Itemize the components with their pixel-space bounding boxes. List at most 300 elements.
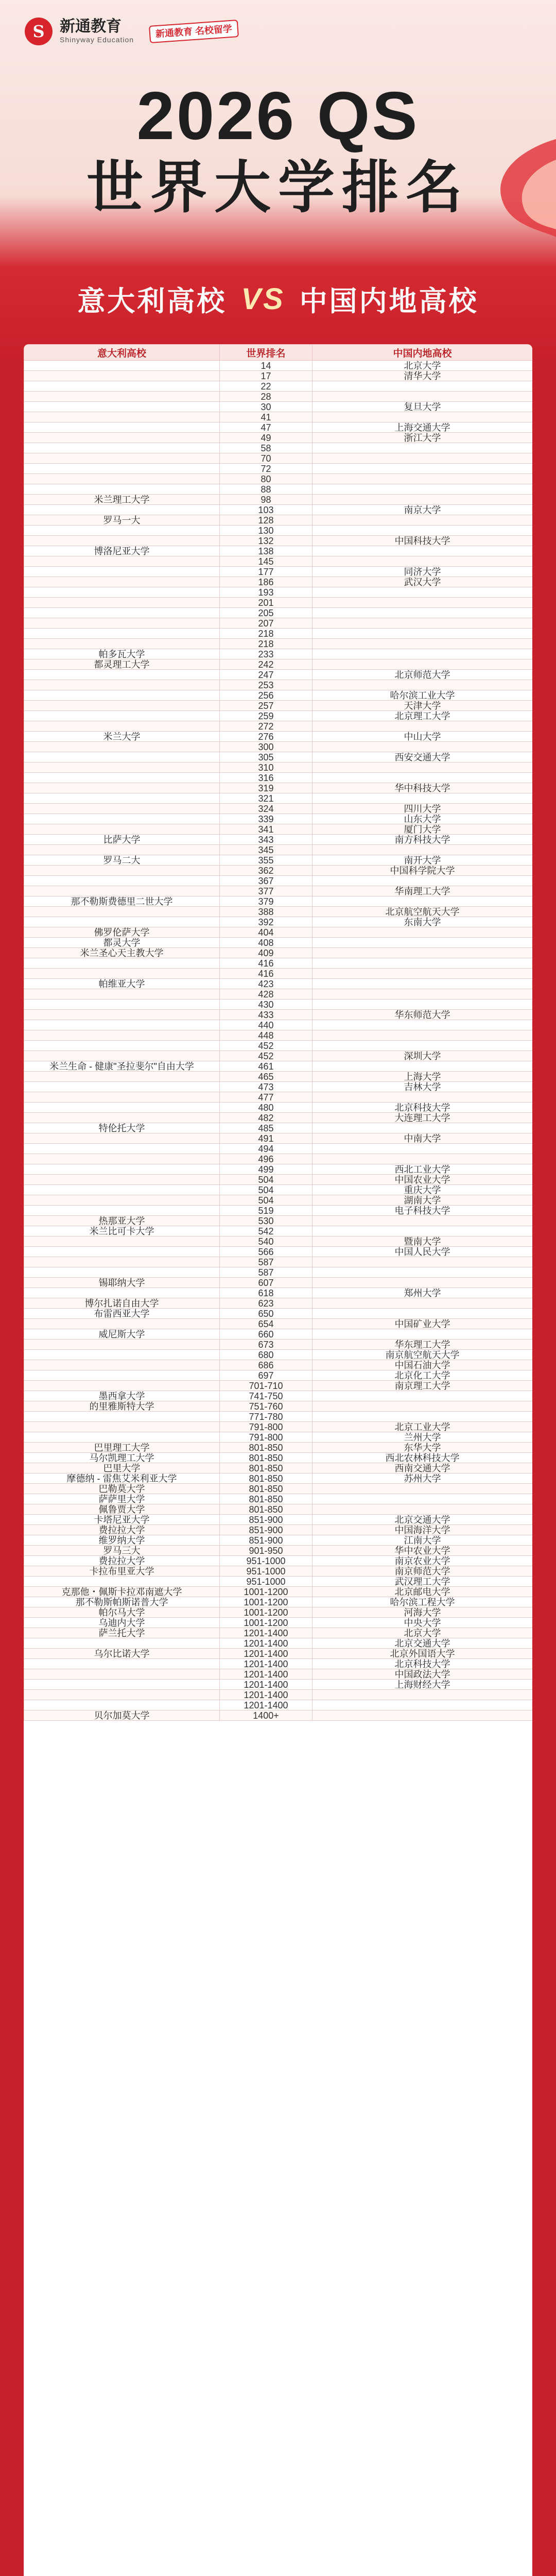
world-rank-cell: 851-900 [220,1515,312,1525]
italy-university-cell [24,371,220,381]
china-university-cell [312,969,533,979]
world-rank-cell: 341 [220,824,312,835]
italy-university-cell: 罗马二大 [24,855,220,866]
table-row [24,381,533,392]
world-rank-cell: 741-750 [220,1391,312,1401]
world-rank-cell: 654 [220,1319,312,1329]
china-university-cell [312,1226,533,1236]
table-row [24,649,533,659]
italy-university-cell [24,1206,220,1216]
world-rank-cell: 316 [220,773,312,783]
table-row [24,1577,533,1587]
table-row [24,814,533,824]
table-row [24,721,533,732]
world-rank-cell: 499 [220,1164,312,1175]
china-university-cell: 南京理工大学 [312,1381,533,1391]
table-row [24,1607,533,1618]
world-rank-cell: 686 [220,1360,312,1370]
table-header-row [24,345,533,361]
italy-university-cell: 乌迪内大学 [24,1618,220,1628]
world-rank-cell: 433 [220,1010,312,1020]
world-rank-cell: 1201-1400 [220,1628,312,1638]
china-university-cell [312,896,533,907]
world-rank-cell: 339 [220,814,312,824]
page-title: 世界大学排名 [86,156,470,219]
italy-university-cell [24,1432,220,1443]
table-row [24,587,533,598]
table-row [24,1164,533,1175]
china-university-cell [312,639,533,649]
china-university-cell: 南京农业大学 [312,1556,533,1566]
italy-university-cell [24,866,220,876]
table-row [24,1484,533,1494]
italy-university-cell [24,958,220,969]
italy-university-cell [24,1381,220,1391]
world-rank-cell: 310 [220,762,312,773]
italy-university-cell: 帕尔马大学 [24,1607,220,1618]
world-rank-cell: 623 [220,1298,312,1309]
world-rank-cell: 319 [220,783,312,793]
china-university-cell: 北京理工大学 [312,711,533,721]
table-row [24,598,533,608]
italy-university-cell [24,577,220,587]
table-row [24,577,533,587]
table-row [24,711,533,721]
world-rank-cell: 392 [220,917,312,927]
china-university-cell: 北京大学 [312,1628,533,1638]
world-rank-cell: 256 [220,690,312,701]
italy-university-cell [24,1195,220,1206]
china-university-cell [312,793,533,804]
italy-university-cell [24,701,220,711]
italy-university-cell: 都灵大学 [24,938,220,948]
italy-university-cell [24,608,220,618]
italy-university-cell: 费拉拉大学 [24,1525,220,1535]
world-rank-cell: 409 [220,948,312,958]
world-rank-cell: 128 [220,515,312,526]
italy-university-cell: 米兰圣心天主教大学 [24,948,220,958]
china-university-cell: 北京外国语大学 [312,1649,533,1659]
world-rank-cell: 300 [220,742,312,752]
world-rank-cell: 542 [220,1226,312,1236]
italy-university-cell [24,474,220,484]
world-rank-cell: 205 [220,608,312,618]
china-university-cell [312,1041,533,1051]
italy-university-cell: 巴里大学 [24,1463,220,1473]
italy-university-cell [24,1236,220,1247]
italy-university-cell: 卡拉布里亚大学 [24,1566,220,1577]
table-row [24,999,533,1010]
world-rank-cell: 233 [220,649,312,659]
world-rank-cell: 530 [220,1216,312,1226]
china-university-cell [312,546,533,556]
world-rank-cell: 430 [220,999,312,1010]
italy-university-cell [24,1030,220,1041]
china-university-cell: 北京科技大学 [312,1103,533,1113]
china-university-cell: 中国科技大学 [312,536,533,546]
china-university-cell [312,1710,533,1721]
table-row [24,1082,533,1092]
china-university-cell [312,649,533,659]
china-university-cell [312,948,533,958]
table-row [24,1010,533,1020]
world-rank-cell: 771-780 [220,1412,312,1422]
world-rank-cell: 98 [220,495,312,505]
china-university-cell [312,443,533,453]
world-rank-cell: 680 [220,1350,312,1360]
china-university-cell: 华东师范大学 [312,1010,533,1020]
table-row [24,1051,533,1061]
italy-university-cell: 克那他・佩斯卡拉邓南遮大学 [24,1587,220,1597]
china-university-cell [312,1267,533,1278]
italy-university-cell [24,1577,220,1587]
italy-university-cell: 那不勒斯帕斯诺普大学 [24,1597,220,1607]
world-rank-cell: 218 [220,629,312,639]
italy-university-cell [24,1360,220,1370]
table-row [24,1546,533,1556]
table-row [24,1597,533,1607]
table-row [24,464,533,474]
italy-university-cell [24,1113,220,1123]
page-title-year: 2026 QS [136,78,420,154]
china-university-cell: 中国矿业大学 [312,1319,533,1329]
table-row [24,845,533,855]
china-university-cell [312,876,533,886]
china-university-cell [312,1030,533,1041]
italy-university-cell [24,556,220,567]
world-rank-cell: 504 [220,1195,312,1206]
world-rank-cell: 345 [220,845,312,855]
china-university-cell [312,412,533,422]
italy-university-cell [24,526,220,536]
world-rank-cell: 491 [220,1133,312,1144]
china-university-cell [312,392,533,402]
table-row [24,1432,533,1443]
ranking-table-card [24,344,532,2576]
italy-university-cell [24,1082,220,1092]
table-row [24,659,533,670]
table-row [24,474,533,484]
world-rank-cell: 80 [220,474,312,484]
table-row [24,618,533,629]
world-rank-cell: 851-900 [220,1525,312,1535]
world-rank-cell: 496 [220,1154,312,1164]
world-rank-cell: 272 [220,721,312,732]
china-university-cell [312,381,533,392]
china-university-cell: 兰州大学 [312,1432,533,1443]
china-university-cell [312,495,533,505]
world-rank-cell: 587 [220,1267,312,1278]
italy-university-cell: 费拉拉大学 [24,1556,220,1566]
italy-university-cell [24,1257,220,1267]
italy-university-cell [24,464,220,474]
china-university-cell: 武汉理工大学 [312,1577,533,1587]
italy-university-cell: 佛罗伦萨大学 [24,927,220,938]
table-row [24,1123,533,1133]
china-university-cell [312,1412,533,1422]
comparison-subtitle [0,268,556,330]
italy-university-cell: 罗马三大 [24,1546,220,1556]
italy-university-cell [24,752,220,762]
world-rank-cell: 324 [220,804,312,814]
italy-university-cell: 都灵理工大学 [24,659,220,670]
table-row [24,1515,533,1525]
table-row [24,1319,533,1329]
world-rank-cell: 321 [220,793,312,804]
italy-university-cell: 布雷西亚大学 [24,1309,220,1319]
world-rank-cell: 47 [220,422,312,433]
china-university-cell [312,1494,533,1504]
world-rank-cell: 423 [220,979,312,989]
italy-university-cell [24,690,220,701]
china-university-cell [312,484,533,495]
china-university-cell [312,1257,533,1267]
table-row [24,443,533,453]
italy-university-cell: 罗马一大 [24,515,220,526]
italy-university-cell [24,1288,220,1298]
world-rank-cell: 22 [220,381,312,392]
world-rank-cell: 379 [220,896,312,907]
table-row [24,1216,533,1226]
world-rank-cell: 247 [220,670,312,680]
table-row [24,1247,533,1257]
table-row [24,1195,533,1206]
italy-university-cell [24,1154,220,1164]
table-row [24,1401,533,1412]
world-rank-cell: 461 [220,1061,312,1072]
china-university-cell [312,556,533,567]
china-university-cell: 上海财经大学 [312,1680,533,1690]
table-row [24,1133,533,1144]
italy-university-cell: 博尔扎诺自由大学 [24,1298,220,1309]
world-rank-cell: 540 [220,1236,312,1247]
china-university-cell: 华中科技大学 [312,783,533,793]
world-rank-cell: 259 [220,711,312,721]
world-rank-cell: 587 [220,1257,312,1267]
world-rank-cell: 1400+ [220,1710,312,1721]
table-row [24,701,533,711]
italy-university-cell [24,1669,220,1680]
italy-university-cell [24,1700,220,1710]
italy-university-cell: 维罗纳大学 [24,1535,220,1546]
column-header-italy: 意大利高校 [24,345,220,361]
table-row [24,1298,533,1309]
china-university-cell: 中国农业大学 [312,1175,533,1185]
table-row [24,866,533,876]
china-university-cell: 电子科技大学 [312,1206,533,1216]
world-rank-cell: 1001-1200 [220,1607,312,1618]
china-university-cell: 东华大学 [312,1443,533,1453]
world-rank-cell: 28 [220,392,312,402]
world-rank-cell: 801-850 [220,1484,312,1494]
table-row [24,670,533,680]
china-university-cell [312,1391,533,1401]
table-row [24,1463,533,1473]
table-row [24,1473,533,1484]
table-row [24,1309,533,1319]
table-row [24,361,533,371]
world-rank-cell: 673 [220,1340,312,1350]
italy-university-cell [24,412,220,422]
table-row [24,1350,533,1360]
table-row [24,907,533,917]
china-university-cell [312,474,533,484]
china-university-cell: 北京交通大学 [312,1638,533,1649]
china-university-cell [312,1216,533,1226]
china-university-cell: 华南理工大学 [312,886,533,896]
subtitle-vs: VS [241,282,285,316]
table-row [24,1206,533,1216]
italy-university-cell: 米兰比可卡大学 [24,1226,220,1236]
world-rank-cell: 660 [220,1329,312,1340]
table-row [24,752,533,762]
table-row [24,1092,533,1103]
italy-university-cell: 马尔凯理工大学 [24,1453,220,1463]
world-rank-cell: 343 [220,835,312,845]
china-university-cell [312,1484,533,1494]
table-row [24,1288,533,1298]
italy-university-cell [24,1164,220,1175]
world-rank-cell: 58 [220,443,312,453]
italy-university-cell: 博洛尼亚大学 [24,546,220,556]
table-row [24,1257,533,1267]
table-row [24,402,533,412]
italy-university-cell [24,433,220,443]
world-rank-cell: 448 [220,1030,312,1041]
china-university-cell: 北京化工大学 [312,1370,533,1381]
italy-university-cell [24,721,220,732]
table-row [24,917,533,927]
world-rank-cell: 201 [220,598,312,608]
italy-university-cell [24,1267,220,1278]
italy-university-cell: 佩鲁贾大学 [24,1504,220,1515]
china-university-cell: 暨南大学 [312,1236,533,1247]
china-university-cell [312,515,533,526]
world-rank-cell: 367 [220,876,312,886]
italy-university-cell: 巴勒莫大学 [24,1484,220,1494]
world-rank-cell: 504 [220,1185,312,1195]
table-row [24,1494,533,1504]
table-row [24,1154,533,1164]
italy-university-cell: 萨萨里大学 [24,1494,220,1504]
world-rank-cell: 138 [220,546,312,556]
world-rank-cell: 494 [220,1144,312,1154]
italy-university-cell: 的里雅斯特大学 [24,1401,220,1412]
italy-university-cell [24,422,220,433]
table-row [24,1061,533,1072]
italy-university-cell [24,670,220,680]
italy-university-cell [24,907,220,917]
china-university-cell: 上海交通大学 [312,422,533,433]
italy-university-cell: 威尼斯大学 [24,1329,220,1340]
china-university-cell [312,979,533,989]
china-university-cell [312,1329,533,1340]
italy-university-cell [24,1247,220,1257]
italy-university-cell [24,783,220,793]
china-university-cell: 武汉大学 [312,577,533,587]
italy-university-cell [24,762,220,773]
table-row [24,1144,533,1154]
ranking-table-body [24,361,533,1721]
china-university-cell [312,773,533,783]
world-rank-cell: 72 [220,464,312,474]
world-rank-cell: 388 [220,907,312,917]
world-rank-cell: 70 [220,453,312,464]
table-row [24,969,533,979]
china-university-cell: 大连理工大学 [312,1113,533,1123]
italy-university-cell [24,1350,220,1360]
world-rank-cell: 218 [220,639,312,649]
italy-university-cell: 特伦托大学 [24,1123,220,1133]
world-rank-cell: 951-1000 [220,1556,312,1566]
china-university-cell [312,1401,533,1412]
table-row [24,1041,533,1051]
table-row [24,835,533,845]
china-university-cell: 重庆大学 [312,1185,533,1195]
world-rank-cell: 1201-1400 [220,1638,312,1649]
world-rank-cell: 253 [220,680,312,690]
table-row [24,1370,533,1381]
italy-university-cell: 墨西拿大学 [24,1391,220,1401]
china-university-cell [312,629,533,639]
table-row [24,762,533,773]
subtitle-right: 中国内地高校 [299,285,479,317]
world-rank-cell: 1201-1400 [220,1690,312,1700]
italy-university-cell: 那不勒斯费德里二世大学 [24,896,220,907]
world-rank-cell: 1201-1400 [220,1669,312,1680]
china-university-cell [312,1144,533,1154]
world-rank-cell: 130 [220,526,312,536]
china-university-cell: 南京大学 [312,505,533,515]
italy-university-cell [24,392,220,402]
italy-university-cell [24,361,220,371]
china-university-cell: 西北农林科技大学 [312,1453,533,1463]
world-rank-cell: 519 [220,1206,312,1216]
table-row [24,495,533,505]
world-rank-cell: 416 [220,969,312,979]
subtitle-left: 意大利高校 [77,285,227,317]
table-row [24,876,533,886]
italy-university-cell [24,804,220,814]
italy-university-cell [24,876,220,886]
italy-university-cell [24,629,220,639]
china-university-cell [312,1154,533,1164]
world-rank-cell: 193 [220,587,312,598]
china-university-cell: 中南大学 [312,1133,533,1144]
world-rank-cell: 177 [220,567,312,577]
brand-logo [25,18,238,45]
brand-logo-icon: S [25,18,53,45]
table-row [24,1329,533,1340]
table-row [24,1680,533,1690]
china-university-cell: 北京工业大学 [312,1422,533,1432]
italy-university-cell [24,639,220,649]
world-rank-cell: 377 [220,886,312,896]
italy-university-cell [24,1103,220,1113]
italy-university-cell: 锡耶纳大学 [24,1278,220,1288]
china-university-cell: 中央大学 [312,1618,533,1628]
world-rank-cell: 1201-1400 [220,1700,312,1710]
china-university-cell [312,1700,533,1710]
table-row [24,855,533,866]
china-university-cell: 中山大学 [312,732,533,742]
table-row [24,979,533,989]
world-rank-cell: 482 [220,1113,312,1123]
table-row [24,732,533,742]
china-university-cell: 中国科学院大学 [312,866,533,876]
table-row [24,1618,533,1628]
china-university-cell [312,526,533,536]
